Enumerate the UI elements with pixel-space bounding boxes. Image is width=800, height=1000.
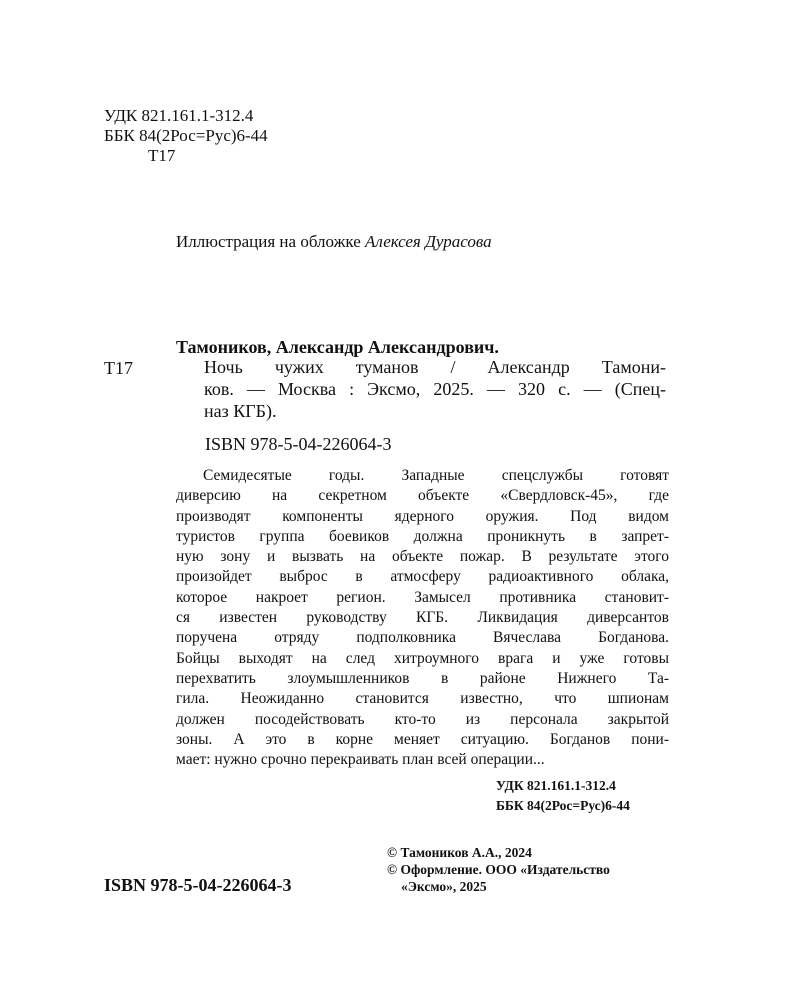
bbk-code: ББК 84(2Рос=Рус)6-44 [104, 126, 268, 145]
annotation-line: ную зону и вызвать на объекте пожар. В результате этого [176, 548, 669, 566]
footer-bbk: ББК 84(2Рос=Рус)6-44 [496, 798, 630, 813]
annotation-line: гила. Неожиданно становится известно, что шпионам [176, 690, 669, 708]
annotation-line: должен посодействовать кто-то из персонала закрытой [176, 710, 669, 728]
isbn-bottom: ISBN 978-5-04-226064-3 [104, 875, 292, 895]
udk-code: УДК 821.161.1-312.4 [104, 106, 254, 125]
illustration-credit [176, 232, 492, 252]
annotation-line: мает: нужно срочно перекраивать план всей операции... [176, 751, 545, 769]
annotation-line: туристов группа боевиков должна проникнуть в запрет- [176, 527, 669, 545]
annotation-line: поручена отряду подполковника Вячеслава Богданова. [176, 629, 669, 647]
annotation-line: произойдет выброс в атмосферу радиоактивного облака, [176, 568, 669, 586]
copyright-author: © Тамоников А.А., 2024 [387, 845, 532, 860]
annotation-line: производят компоненты ядерного оружия. Под видом [176, 507, 669, 525]
annotation-line: ся известен руководству КГБ. Ликвидация диверсантов [176, 609, 669, 627]
annotation-line: Бойцы выходят на след хитроумного врага и уже готовы [176, 649, 669, 667]
bib-line: наз КГБ). [204, 401, 277, 421]
bib-line: Ночь чужих туманов / Александр Тамони- [204, 357, 666, 377]
copyright-block [387, 844, 610, 895]
author-mark: Т17 [104, 358, 133, 378]
author-heading: Тамоников, Александр Александрович. [176, 337, 499, 357]
author-mark-top: Т17 [148, 146, 176, 165]
isbn-record: ISBN 978-5-04-226064-3 [205, 434, 392, 454]
bibliographic-description [204, 356, 666, 422]
annotation-line: диверсию на секретном объекте «Свердловск-45», где [176, 487, 669, 505]
footer-codes [496, 776, 630, 816]
copyright-design: © Оформление. ООО «Издательство [387, 862, 610, 877]
annotation-line: перехватить злоумышленников в районе Нижнего Та- [176, 669, 669, 687]
copyright-publisher: «Эксмо», 2025 [401, 879, 487, 894]
illustration-artist: Алексея Дурасова [365, 232, 492, 251]
annotation [176, 466, 669, 770]
annotation-line: Семидесятые годы. Западные спецслужбы готовят [203, 467, 669, 484]
annotation-line: которое накроет регион. Замысел противника становит- [176, 588, 669, 606]
footer-udk: УДК 821.161.1-312.4 [496, 778, 616, 793]
illustration-prefix: Иллюстрация на обложке [176, 232, 361, 251]
bib-line: ков. — Москва : Эксмо, 2025. — 320 с. — (Спец- [204, 379, 666, 399]
annotation-line: зоны. А это в корне меняет ситуацию. Богданов пони- [176, 730, 669, 748]
